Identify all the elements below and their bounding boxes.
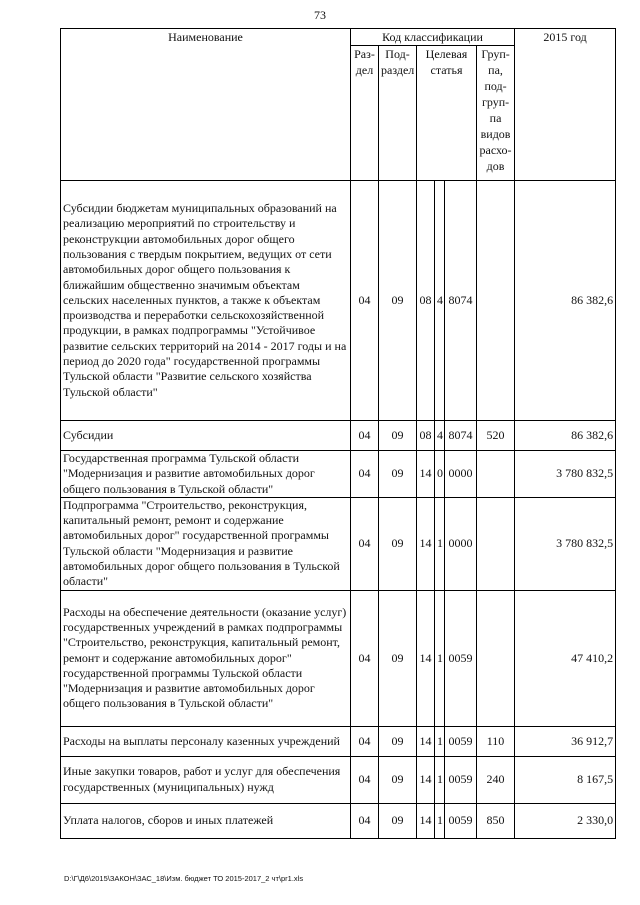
table-row xyxy=(61,756,616,803)
row-group xyxy=(477,451,515,498)
header-razdel: Раз- дел xyxy=(351,46,379,181)
table-row xyxy=(61,421,616,451)
row-target-part2: 4 xyxy=(435,181,445,421)
row-podrazdel: 09 xyxy=(379,756,417,803)
row-target-part1: 14 xyxy=(417,803,435,838)
row-name: Иные закупки товаров, работ и услуг для обеспечения государственных (муниципальных) нужд xyxy=(61,756,351,803)
row-amount: 3 780 832,5 xyxy=(515,451,616,498)
table-row xyxy=(61,726,616,756)
header-target-article: Целевая статья xyxy=(417,46,477,181)
row-podrazdel: 09 xyxy=(379,803,417,838)
row-name: Уплата налогов, сборов и иных платежей xyxy=(61,803,351,838)
row-amount: 47 410,2 xyxy=(515,590,616,726)
row-group: 850 xyxy=(477,803,515,838)
row-target-part1: 14 xyxy=(417,497,435,590)
row-name: Государственная программа Тульской области "Модернизация и развитие автомобильных дорог общего пользования в Тульской области" xyxy=(61,451,351,498)
row-name: Расходы на выплаты персоналу казенных учреждений xyxy=(61,726,351,756)
row-name: Подпрограмма "Строительство, реконструкция, капитальный ремонт, ремонт и содержание автомобильных дорог" государственной программы Тульской области "Модернизация и развитие автомобильных дорог общего пользования в Тульской области" xyxy=(61,497,351,590)
row-razdel: 04 xyxy=(351,497,379,590)
row-amount: 2 330,0 xyxy=(515,803,616,838)
row-target-part3: 0059 xyxy=(445,726,477,756)
row-group xyxy=(477,181,515,421)
header-group: Груп- па, под- груп- па видов расхо- дов xyxy=(477,46,515,181)
row-target-part1: 14 xyxy=(417,726,435,756)
row-group: 110 xyxy=(477,726,515,756)
row-target-part2: 0 xyxy=(435,451,445,498)
row-razdel: 04 xyxy=(351,726,379,756)
row-razdel: 04 xyxy=(351,181,379,421)
row-target-part2: 1 xyxy=(435,590,445,726)
table-body xyxy=(61,181,616,839)
row-razdel: 04 xyxy=(351,756,379,803)
page-number: 73 xyxy=(314,8,326,22)
row-amount: 86 382,6 xyxy=(515,181,616,421)
header-classification: Код классификации xyxy=(351,29,515,46)
row-amount: 3 780 832,5 xyxy=(515,497,616,590)
budget-table xyxy=(60,28,616,839)
row-podrazdel: 09 xyxy=(379,497,417,590)
row-target-part1: 08 xyxy=(417,421,435,451)
row-podrazdel: 09 xyxy=(379,181,417,421)
header-podrazdel: Под- раздел xyxy=(379,46,417,181)
row-group xyxy=(477,497,515,590)
header-year: 2015 год xyxy=(515,29,616,181)
row-group: 240 xyxy=(477,756,515,803)
table-row xyxy=(61,497,616,590)
row-group xyxy=(477,590,515,726)
row-podrazdel: 09 xyxy=(379,451,417,498)
table-row xyxy=(61,803,616,838)
table-row xyxy=(61,451,616,498)
header-name: Наименование xyxy=(61,29,351,181)
row-target-part3: 8074 xyxy=(445,421,477,451)
row-podrazdel: 09 xyxy=(379,590,417,726)
row-target-part3: 0059 xyxy=(445,756,477,803)
row-target-part1: 14 xyxy=(417,756,435,803)
row-name: Субсидии бюджетам муниципальных образований на реализацию мероприятий по строительству и реконструкции автомобильных дорог общего пользования с твердым покрытием, ведущих от сети автомобильных дорог общего пользования к ближайшим общественно значимым объектам сельских населенных пунктов, а также к объектам производства и переработки сельскохозяйственной продукции, в рамках подпрограммы "Устойчивое развитие сельских территорий на 2014 - 2017 годы и на период до 2020 года" государственной программы Тульской области "Развитие сельского хозяйства Тульской области" xyxy=(61,181,351,421)
row-target-part1: 14 xyxy=(417,590,435,726)
row-group: 520 xyxy=(477,421,515,451)
row-target-part3: 0059 xyxy=(445,590,477,726)
row-target-part2: 1 xyxy=(435,803,445,838)
row-amount: 86 382,6 xyxy=(515,421,616,451)
row-target-part2: 1 xyxy=(435,497,445,590)
row-name: Расходы на обеспечение деятельности (оказание услуг) государственных учреждений в рамках подпрограммы "Строительство, реконструкция, капитальный ремонт, ремонт и содержание автомобильных дорог" государственной программы Тульской области "Модернизация и развитие автомобильных дорог общего пользования в Тульской области" xyxy=(61,590,351,726)
row-razdel: 04 xyxy=(351,451,379,498)
row-target-part1: 14 xyxy=(417,451,435,498)
row-podrazdel: 09 xyxy=(379,726,417,756)
row-name: Субсидии xyxy=(61,421,351,451)
row-podrazdel: 09 xyxy=(379,421,417,451)
row-target-part3: 0000 xyxy=(445,451,477,498)
footer-file-path: D:\Г\Д6\2015\ЗАКОН\ЗАС_18\Изм. бюджет ТО 2015-2017_2 чт\pr1.xls xyxy=(64,874,304,883)
row-target-part2: 1 xyxy=(435,756,445,803)
row-amount: 36 912,7 xyxy=(515,726,616,756)
row-target-part3: 0059 xyxy=(445,803,477,838)
row-razdel: 04 xyxy=(351,421,379,451)
row-target-part2: 4 xyxy=(435,421,445,451)
row-razdel: 04 xyxy=(351,803,379,838)
table-row xyxy=(61,181,616,421)
row-target-part3: 0000 xyxy=(445,497,477,590)
row-target-part1: 08 xyxy=(417,181,435,421)
row-target-part2: 1 xyxy=(435,726,445,756)
row-target-part3: 8074 xyxy=(445,181,477,421)
row-razdel: 04 xyxy=(351,590,379,726)
row-amount: 8 167,5 xyxy=(515,756,616,803)
table-row xyxy=(61,590,616,726)
